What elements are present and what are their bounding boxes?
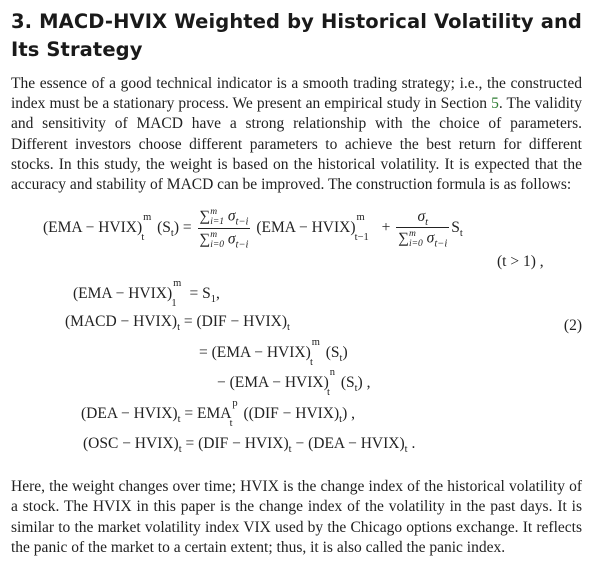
equation-line-dif-minus: − (EMA − HVIX)$^n_t$ $(S_t)$ , [217,367,371,399]
equation-line-macd: (MACD − $HVIX)_t = (DIF$ − $HVIX)_t$ [65,313,290,334]
equation-line-dif: = (EMA − HVIX)$^m_t$ $(S_t)$ [199,337,348,369]
equation-block [11,203,582,473]
section-heading: 3. MACD-HVIX Weighted by Historical Volatility and Its Strategy [11,10,582,61]
intro-text-2: . The validity and sensitivity of MACD have a strong relationship with the choice of parameters. Different investors choose different parameters to achieve the best return for different stocks. In this study, the weight is based on the historical volatility. It is expected that the accuracy and stability of MACD can be improved. The construction formula is as follows: [11,95,582,194]
equation-line-dea: $(DEA - HVIX)_t = EMA^p_t$ $((DIF - HVIX)_t)$ , [81,398,356,430]
intro-text-1: The essence of a good technical indicator is a smooth trading strategy; i.e., the constructed index must be a stationary process. We present an empirical study in Section [11,75,582,113]
equation-number: (2) [563,317,582,335]
equation-line-initial: (EMA − HVIX)$^m_1$ = $S_1$, [73,278,220,310]
equation-line-osc: $(OSC - HVIX)_t = (DIF$ − $HVIX)_t - (DEA$ − $HVIX)_t$ . [83,435,416,456]
equation-line-recursive: (EMA − HVIX)$^m_t$ $(S_t)$ = ∑m i=1 $\sigma_{t-i}$ ∑m i=0 $\sigma_{t-i}$ (EMA − HVIX)$^m_{t-1}$ + $\sigma_t$ ∑m i=0 $\sigma_{t-i}$ $S_t$ [43,207,463,251]
article-page [11,8,582,558]
section-link[interactable]: 5 [491,95,499,113]
weight-fraction-1: ∑m i=1 $\sigma_{t-i}$ ∑m i=0 $\sigma_{t-i}$ [199,207,249,251]
after-paragraph: Here, the weight changes over time; HVIX is the change index of the historical volatility of a stock. The HVIX in this paper is the change index of the volatility in the past days. It is similar to the market volatility index VIX used by the Chicago options exchange. It reflects the panic of the market to a certain extent; thus, it is also called the panic index. [11,478,582,556]
intro-paragraph [11,74,582,195]
equation-condition: (t > 1) , [497,253,544,271]
weight-fraction-2: $\sigma_t$ ∑m i=0 $\sigma_{t-i}$ [398,208,448,250]
